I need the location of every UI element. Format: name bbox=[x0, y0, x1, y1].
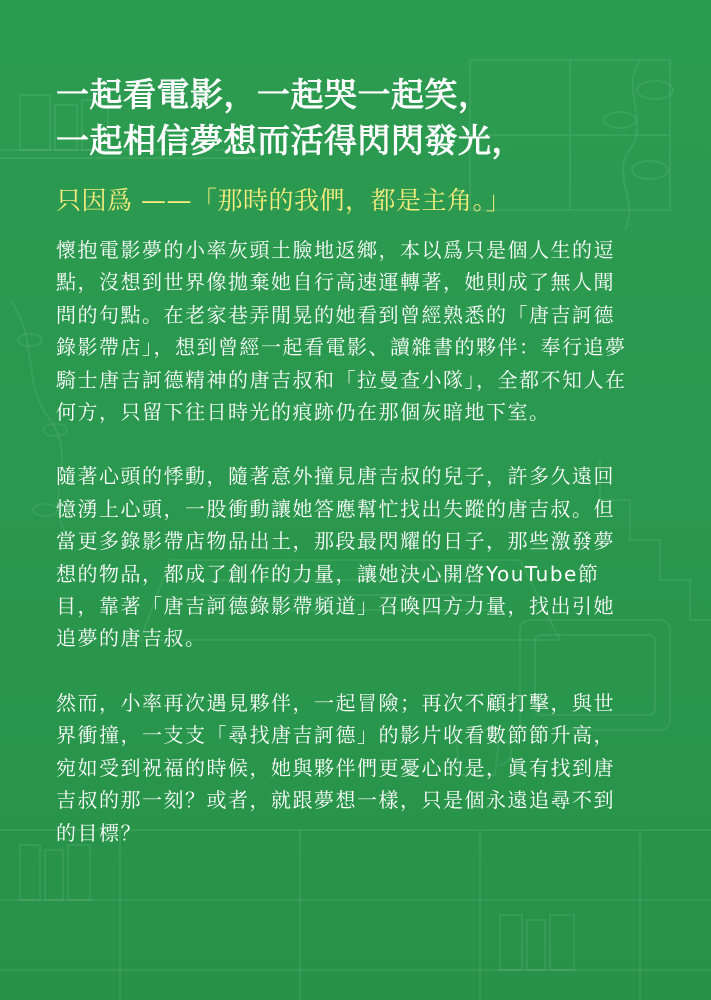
paragraph-line: 然而，小率再次遇見夥伴，一起冒險；再次不顧打擊，與世 bbox=[56, 690, 615, 715]
headline-line: 一起相信夢想而活得閃閃發光， bbox=[56, 121, 525, 160]
synopsis-paragraph-1 bbox=[56, 234, 666, 428]
headline-line: 一起看電影，一起哭一起笑， bbox=[56, 75, 492, 114]
paragraph-line: 何方，只留下往日時光的痕跡仍在那個灰暗地下室。 bbox=[56, 400, 551, 425]
text-content bbox=[56, 72, 666, 881]
paragraph-line: 騎士唐吉訶德精神的唐吉叔和「拉曼查小隊」，全都不知人在 bbox=[56, 367, 627, 392]
paragraph-line: 當更多錄影帶店物品出土，那段最閃耀的日子，那些激發夢 bbox=[56, 529, 615, 554]
paragraph-line: 想的物品，都成了創作的力量，讓她決心開啓YouTube節 bbox=[56, 561, 600, 586]
paragraph-line: 錄影帶店」，想到曾經一起看電影、讀雜書的夥伴：奉行追夢 bbox=[56, 335, 627, 360]
paragraph-line: 點，沒想到世界像拋棄她自行高速運轉著，她則成了無人聞 bbox=[56, 270, 615, 295]
paragraph-line: 隨著心頭的悸動，隨著意外撞見唐吉叔的兒子，許多久遠回 bbox=[56, 464, 615, 489]
paragraph-line: 憶湧上心頭，一股衝動讓她答應幫忙找出失蹤的唐吉叔。但 bbox=[56, 496, 615, 521]
paragraph-line: 宛如受到祝福的時候，她與夥伴們更憂心的是，眞有找到唐 bbox=[56, 755, 615, 780]
paragraph-line: 的目標？ bbox=[56, 820, 142, 845]
paragraph-line: 目，靠著「唐吉訶德錄影帶頻道」召喚四方力量，找出引她 bbox=[56, 594, 615, 619]
tagline: 只因爲 ——「那時的我們，都是主角。」 bbox=[56, 186, 511, 215]
synopsis bbox=[56, 234, 666, 849]
paragraph-line: 吉叔的那一刻？或者，就跟夢想一樣，只是個永遠追尋不到 bbox=[56, 788, 615, 813]
synopsis-paragraph-2 bbox=[56, 460, 666, 654]
headline bbox=[56, 72, 666, 164]
paragraph-line: 懷抱電影夢的小率灰頭土臉地返鄉，本以爲只是個人生的逗 bbox=[56, 238, 615, 262]
paragraph-line: 問的句點。在老家巷弄閒晃的她看到曾經熟悉的「唐吉訶德 bbox=[56, 302, 615, 327]
paragraph-line: 界衝撞，一支支「尋找唐吉訶德」的影片收看數節節升高， bbox=[56, 723, 615, 748]
synopsis-paragraph-3 bbox=[56, 687, 666, 849]
paragraph-line: 追夢的唐吉叔。 bbox=[56, 626, 207, 651]
